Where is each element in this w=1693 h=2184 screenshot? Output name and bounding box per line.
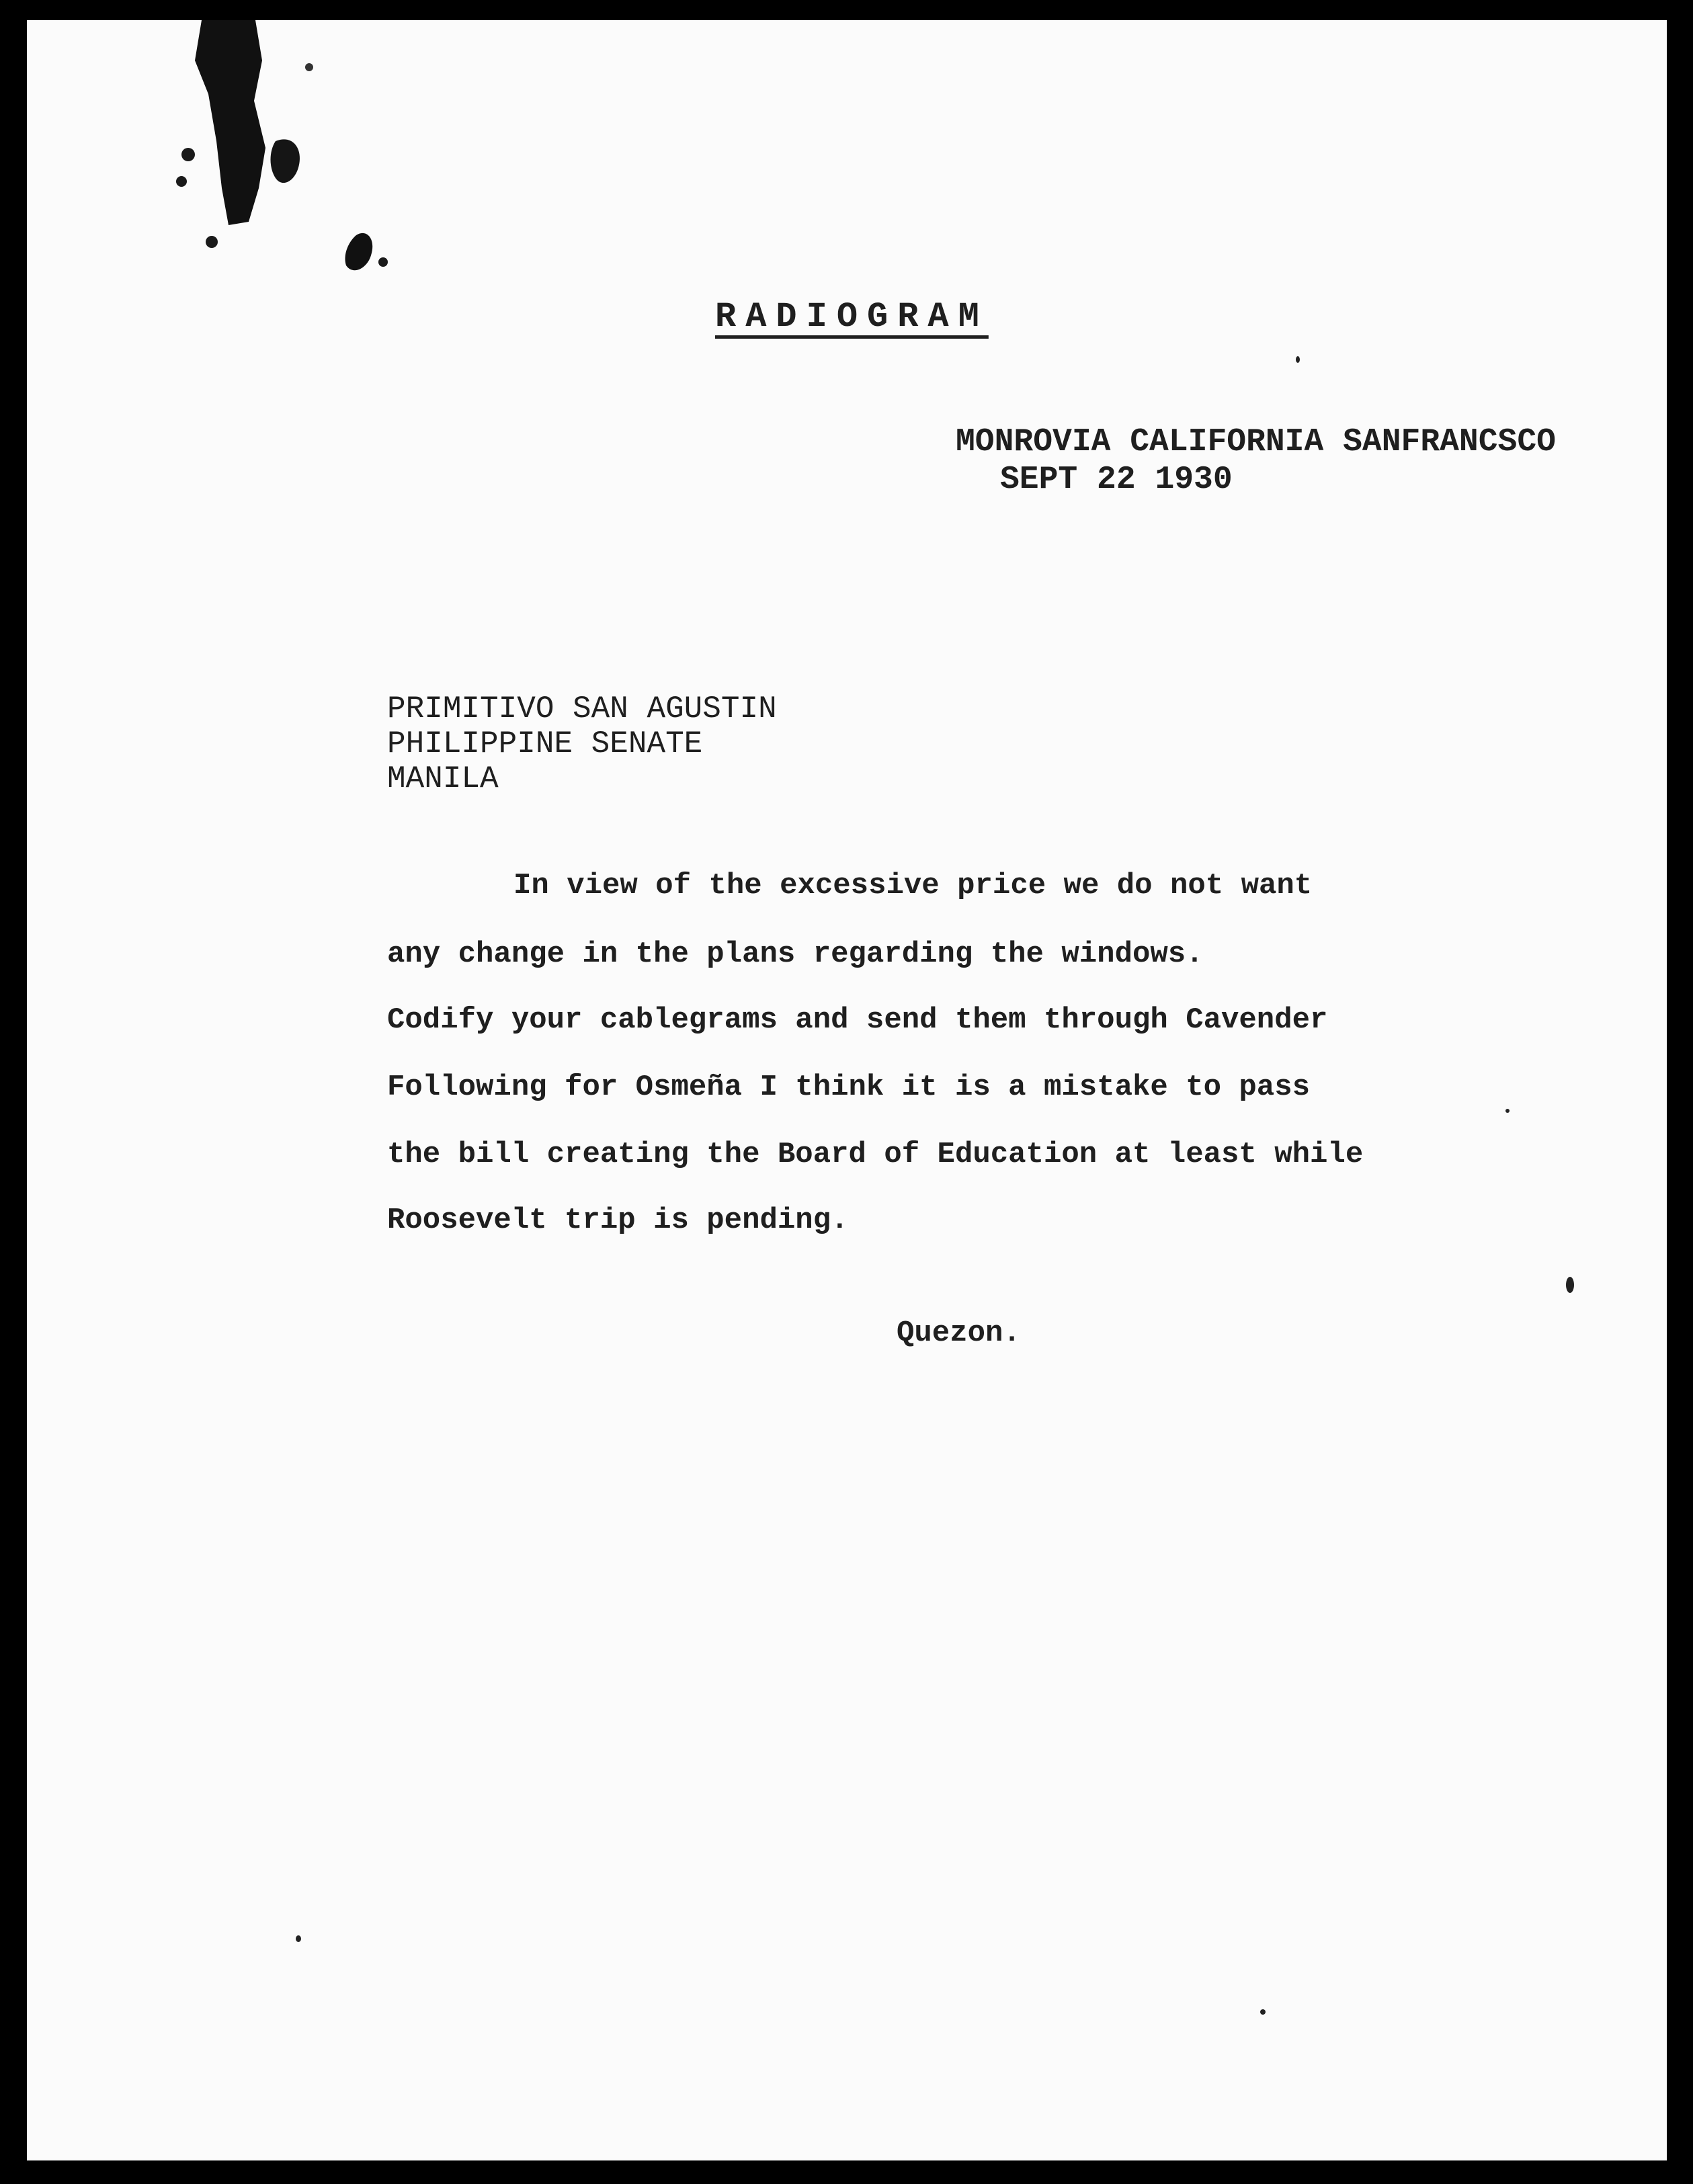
speck-mark bbox=[1505, 1109, 1510, 1113]
addressee-name: PRIMITIVO SAN AGUSTIN bbox=[387, 691, 777, 726]
addressee-organization: PHILIPPINE SENATE bbox=[387, 726, 703, 761]
body-line: Codify your cablegrams and send them through Cavender bbox=[387, 1003, 1328, 1037]
document-date: SEPT 22 1930 bbox=[1000, 462, 1233, 498]
body-line: Roosevelt trip is pending. bbox=[387, 1204, 849, 1237]
addressee-city: MANILA bbox=[387, 761, 499, 796]
body-line: Following for Osmeña I think it is a mistake to pass bbox=[387, 1070, 1311, 1104]
document-title: RADIOGRAM bbox=[715, 297, 989, 337]
origin-location: MONROVIA CALIFORNIA SANFRANCSCO bbox=[956, 424, 1556, 460]
body-line: any change in the plans regarding the windows. bbox=[387, 937, 1204, 971]
body-line: In view of the excessive price we do not want bbox=[513, 869, 1313, 902]
body-line: the bill creating the Board of Education at least while bbox=[387, 1138, 1364, 1171]
ink-stain-decoration bbox=[175, 20, 403, 302]
signature: Quezon. bbox=[897, 1316, 1021, 1350]
document-page bbox=[27, 20, 1667, 2160]
speck-mark bbox=[1296, 356, 1300, 363]
speck-mark bbox=[1260, 2009, 1266, 2015]
speck-mark bbox=[296, 1935, 301, 1942]
speck-mark bbox=[1566, 1277, 1574, 1293]
